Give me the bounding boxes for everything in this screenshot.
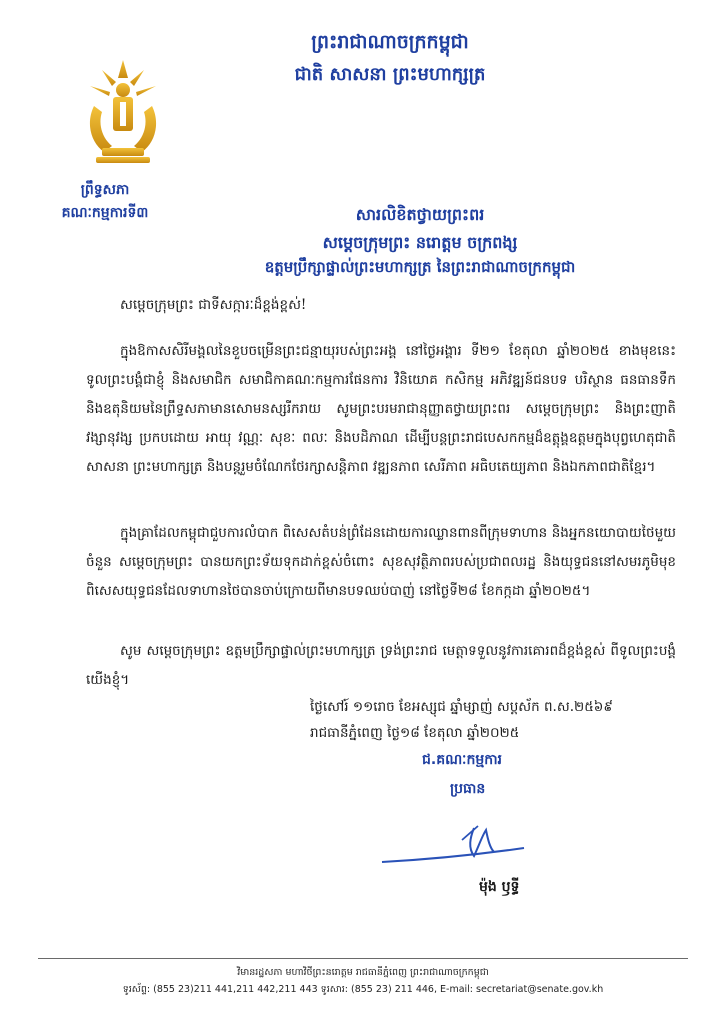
- footer-divider: [38, 958, 688, 959]
- footer-address: វិមានរដ្ឋសភា មហាវិថីព្រះនរោត្តម រាជធានីភ្នំពេញ ព្រះរាជាណាចក្រកម្ពុជា: [237, 967, 489, 978]
- on-behalf-of: ជ.គណៈកម្មការ: [422, 752, 503, 768]
- footer-contact: ទូរស័ព្ទ: (855 23)211 441,211 442,211 443 ទូរសារ: (855 23) 211 446, E-mail: secretariat@senate.gov.kh: [122, 984, 604, 995]
- royal-cambodia-emblem-icon: [82, 56, 164, 166]
- salutation: សម្តេចក្រុមព្រះ ជាទីសក្ការៈដ៏ខ្ពង់ខ្ពស់!: [120, 297, 307, 313]
- recipient-name: សម្តេចក្រុមព្រះ នរោត្តម ចក្រពង្ស: [322, 233, 518, 252]
- body-paragraph-2: ក្នុងគ្រាដែលកម្ពុជាជួបការលំបាក ពិសេសតំបន់ព្រំដែនដោយការឈ្លានពានពីក្រុមទាហាន និងអ្នកនយោបាយថៃមួយចំនួន សម្តេចក្រុមព្រះ បានយកព្រះទ័យទុកដាក់ខ្ពស់ចំពោះ សុខសុវត្ថិភាពរបស់ប្រជាពលរដ្ឋ និងយុទ្ធជននៅសមរភូមិមុខ ពិសេសយុទ្ធជនដែលទាហានថៃបានចាប់ក្រោយពីមានបទឈប់បាញ់ នៅថ្ងៃទី២៨ ខែកក្កដា ឆ្នាំ២០២៥។: [86, 525, 676, 599]
- commission-name: គណៈកម្មការទី៣: [61, 205, 149, 221]
- signature-image: [378, 818, 528, 873]
- signer-name: ម៉ុង ឫទ្ធី: [479, 879, 520, 895]
- body-paragraph-1: ក្នុងឱកាសសិរីមង្គលនៃខួបចម្រើនព្រះជន្មាយុរបស់ព្រះអង្គ នៅថ្ងៃអង្គារ ទី២១ ខែតុលា ឆ្នាំ២០២៥ ខាងមុខនេះ ទូលព្រះបង្គំជាខ្ញុំ និងសមាជិក សមាជិកាគណៈកម្មការផែនការ វិនិយោគ កសិកម្ម អភិវឌ្ឍន៍ជនបទ បរិស្ថាន ធនធានទឹក និងឧតុនិយមនៃព្រឹទ្ធសភាមានសោមនស្សរីករាយ សូមព្រះបរមរាជានុញ្ញាតថ្វាយព្រះពរ សម្តេចក្រុមព្រះ និងព្រះញាតិវង្សានុវង្ស ប្រកបដោយ អាយុ វណ្ណៈ សុខៈ ពលៈ និងបដិភាណ ដើម្បីបន្តព្រះរាជបេសកកម្មដ៏ឧត្តុង្គឧត្តមក្នុងបុព្វហេតុជាតិ សាសនា ព្រះមហាក្សត្រ និងបន្តរួមចំណែកថែរក្សាសន្តិភាព វឌ្ឍនភាព សេរីភាព អធិបតេយ្យភាព និងឯកភាពជាតិខ្មែរ។: [86, 343, 676, 475]
- senate-name: ព្រឹទ្ធសភា: [80, 182, 130, 198]
- signer-position: ប្រធាន: [450, 781, 486, 797]
- recipient-position: ឧត្តមប្រឹក្សាផ្ទាល់ព្រះមហាក្សត្រ នៃព្រះរាជាណាចក្រកម្ពុជា: [264, 258, 576, 276]
- kingdom-name: ព្រះរាជាណាចក្រកម្ពុជា: [311, 31, 469, 53]
- national-motto: ជាតិ សាសនា ព្រះមហាក្សត្រ: [294, 64, 486, 85]
- letter-title: សារលិខិតថ្វាយព្រះពរ: [355, 205, 485, 224]
- lunar-date: ថ្ងៃសៅរ៍ ១១រោច ខែអស្សុជ ឆ្នាំម្សាញ់ សប្តស័ក ព.ស.២៥៦៩: [310, 699, 613, 715]
- body-paragraph-3: សូម សម្តេចក្រុមព្រះ ឧត្តមប្រឹក្សាផ្ទាល់ព្រះមហាក្សត្រ ទ្រង់ព្រះរាជ មេត្តាទទួលនូវការគោរពដ៏ខ្ពង់ខ្ពស់ ពីទូលព្រះបង្គំយើងខ្ញុំ។: [86, 643, 676, 688]
- place-date: រាជធានីភ្នំពេញ ថ្ងៃ១៨ ខែតុលា ឆ្នាំ២០២៥: [310, 725, 520, 741]
